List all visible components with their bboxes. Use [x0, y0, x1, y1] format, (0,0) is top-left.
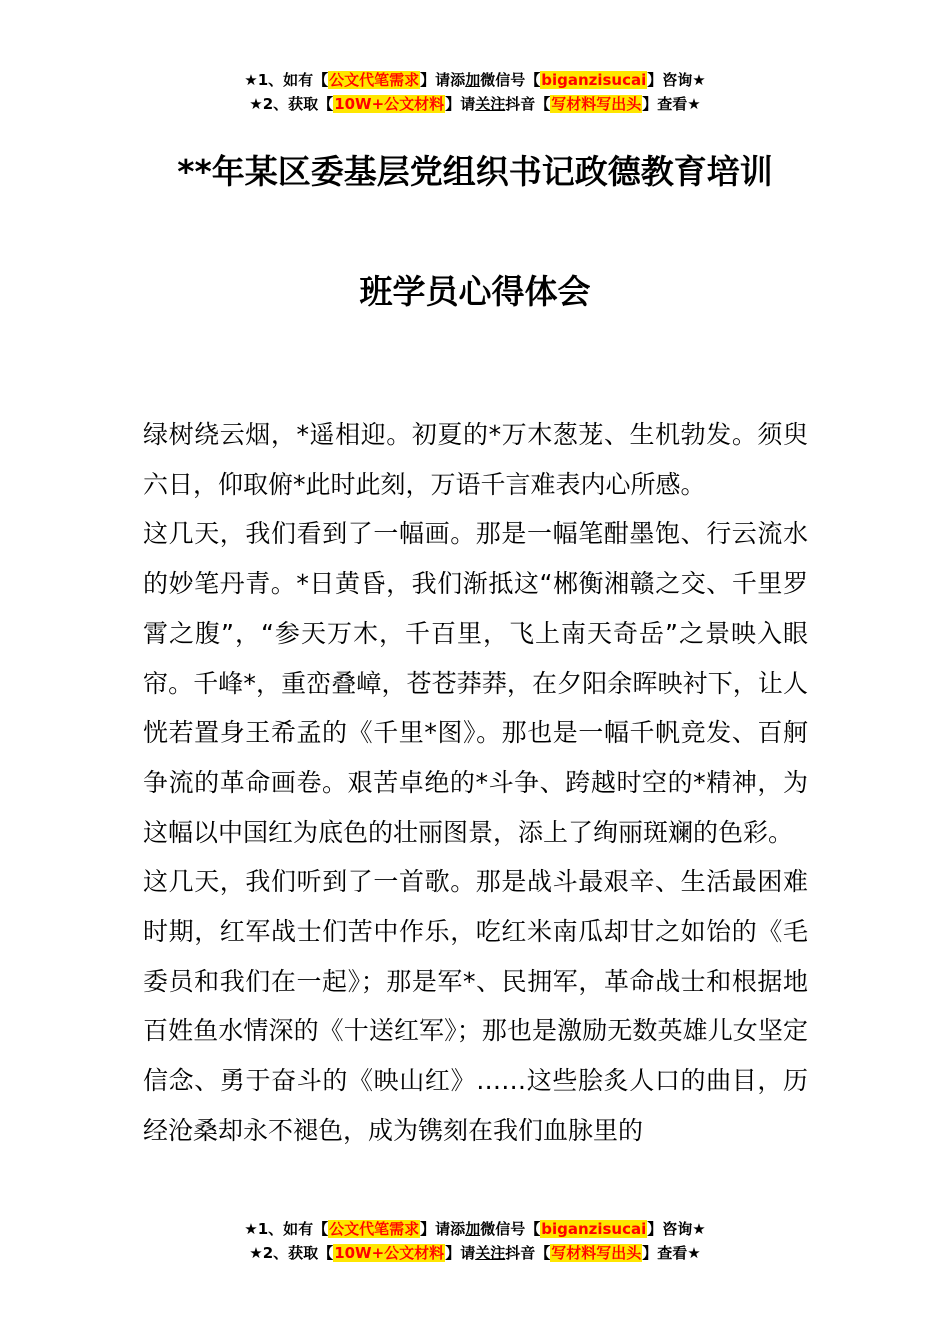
footer-banner [0, 1217, 950, 1265]
banner-line-2 [0, 1241, 950, 1265]
banner-text: ★1、如有【 [244, 1220, 329, 1238]
banner-text: ★2、获取【 [249, 1244, 334, 1262]
banner-text: 】咨询★ [647, 71, 706, 89]
highlight-materials: 10W+公文材料 [334, 1244, 445, 1262]
document-title-line-1: **年某区委基层党组织书记政德教育培训 [177, 152, 773, 191]
banner-line-1 [0, 68, 950, 92]
paragraph: 这几天，我们听到了一首歌。那是战斗最艰辛、生活最困难时期，红军战士们苦中作乐，吃红米南瓜却甘之如饴的《毛委员和我们在一起》；那是军*、民拥军，革命战士和根据地百姓鱼水情深的《十送红军》；那也是激励无数英雄儿女坚定信念、勇于奋斗的《映山红》……这些脍炙人口的曲目，历经沧桑却永不褪色，成为镌刻在我们血脉里的 [143, 867, 808, 1145]
banner-text: 】请添 [420, 71, 466, 89]
highlight-materials: 10W+公文材料 [334, 95, 445, 113]
banner-text: 微信号【 [480, 71, 541, 89]
banner-text-underlined: 关注 [475, 95, 506, 113]
document-body [143, 410, 808, 1156]
highlight-service: 公文代笔需求 [329, 71, 420, 89]
banner-text: ★2、获取【 [249, 95, 334, 113]
banner-text: 抖音【 [505, 1244, 551, 1262]
paragraph: 这几天，我们看到了一幅画。那是一幅笔酣墨饱、行云流水的妙笔丹青。*日黄昏，我们渐抵这“郴衡湘赣之交、千里罗霄之腹”，“参天万木，千百里，飞上南天奇岳”之景映入眼帘。千峰*，重峦叠嶂，苍苍莽莽，在夕阳余晖映衬下，让人恍若置身王希孟的《千里*图》。那也是一幅千帆竞发、百舸争流的革命画卷。艰苦卓绝的*斗争、跨越时空的*精神，为这幅以中国红为底色的壮丽图景，添上了绚丽斑斓的色彩。 [143, 519, 808, 847]
highlight-douyin-account: 写材料写出头 [551, 95, 642, 113]
banner-text: 微信号【 [480, 1220, 541, 1238]
banner-text: 】请 [445, 95, 476, 113]
highlight-service: 公文代笔需求 [329, 1220, 420, 1238]
highlight-douyin-account: 写材料写出头 [551, 1244, 642, 1262]
banner-text: ★1、如有【 [244, 71, 329, 89]
banner-text: 】咨询★ [647, 1220, 706, 1238]
paragraph: 绿树绕云烟，*遥相迎。初夏的*万木葱茏、生机勃发。须臾六日，仰取俯*此时此刻，万语千言难表内心所感。 [143, 420, 808, 499]
banner-text-underlined: 关注 [475, 1244, 506, 1262]
banner-text-underlined: 加 [465, 1220, 481, 1238]
banner-line-2 [0, 92, 950, 116]
banner-text: 】请添 [420, 1220, 466, 1238]
banner-text: 】查看★ [642, 95, 701, 113]
banner-line-1 [0, 1217, 950, 1241]
banner-text-underlined: 加 [465, 71, 481, 89]
highlight-wechat-id: biganzisucai [541, 71, 647, 89]
banner-text: 抖音【 [505, 95, 551, 113]
banner-text: 】请 [445, 1244, 476, 1262]
banner-text: 】查看★ [642, 1244, 701, 1262]
document-title-line-2: 班学员心得体会 [359, 272, 591, 311]
header-banner [0, 68, 950, 116]
highlight-wechat-id: biganzisucai [541, 1220, 647, 1238]
